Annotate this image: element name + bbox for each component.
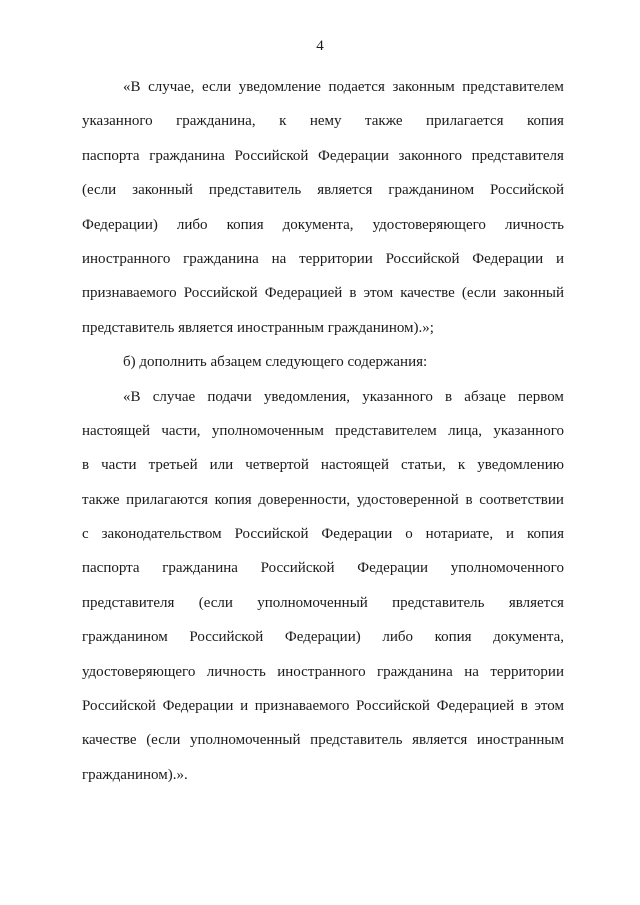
word: иностранного — [82, 250, 171, 267]
word: личность — [206, 663, 266, 680]
word: уполномоченного — [450, 560, 564, 577]
text-line — [82, 689, 564, 723]
word: качестве — [400, 285, 455, 302]
text-line — [82, 173, 564, 207]
word: Российской — [234, 147, 309, 164]
word: Федерации — [472, 250, 544, 267]
word: законного — [398, 147, 462, 164]
word: о — [405, 526, 413, 543]
text-line — [82, 551, 564, 585]
word: признаваемого — [254, 698, 350, 715]
word: Федерацией — [436, 698, 515, 715]
text-line — [82, 517, 564, 551]
document-body — [82, 70, 564, 792]
word: и — [506, 526, 515, 543]
word: с — [82, 526, 89, 543]
word: является — [412, 732, 468, 749]
word: либо — [382, 629, 413, 646]
word: представителем — [462, 79, 564, 95]
word: части, — [161, 422, 201, 439]
word: удостоверяющего — [372, 216, 486, 233]
word: настоящей — [320, 457, 389, 474]
word: третьей — [148, 457, 198, 474]
word: случае — [152, 388, 196, 405]
paragraph — [82, 380, 564, 793]
word: паспорта — [82, 560, 140, 577]
text-line — [82, 276, 564, 310]
text-line — [82, 380, 564, 414]
paragraph — [82, 345, 564, 379]
page-number: 4 — [316, 38, 324, 54]
text-line — [82, 70, 564, 104]
word: гражданина — [149, 147, 225, 164]
word: также — [82, 491, 120, 508]
word: копия — [214, 491, 252, 508]
word: подачи — [207, 388, 252, 405]
word: документа, — [282, 216, 354, 233]
word: Федерацией — [264, 285, 343, 302]
word: документа, — [493, 629, 564, 646]
word: уполномоченным — [211, 422, 324, 439]
word: Федерации — [318, 147, 389, 164]
word: к — [279, 113, 287, 130]
word: первом — [518, 388, 564, 405]
word: копия — [526, 113, 564, 130]
word: удостоверяющего — [82, 663, 196, 680]
word: также — [365, 113, 403, 130]
word: представитель — [208, 182, 302, 199]
word: удостоверенной — [356, 491, 459, 508]
word: нему — [309, 113, 342, 130]
word: Российской — [260, 560, 335, 577]
word: личность — [504, 216, 564, 233]
word: (если — [82, 182, 117, 199]
word: иностранным — [476, 732, 564, 749]
word: если — [201, 79, 232, 95]
text-line — [82, 655, 564, 689]
word: (если — [198, 594, 233, 611]
word: на — [464, 663, 479, 680]
word: указанного — [82, 113, 153, 130]
word: настоящей — [82, 422, 151, 439]
word: соответствии — [479, 491, 564, 508]
word: этом — [534, 698, 564, 715]
word: Федерации — [321, 526, 393, 543]
word: (если — [461, 285, 497, 302]
text-line — [82, 448, 564, 482]
word: представителя — [82, 594, 175, 611]
word: доверенности, — [258, 491, 351, 508]
word: указанного — [493, 422, 564, 439]
word: лица, — [448, 422, 483, 439]
word: является — [317, 182, 373, 199]
word: случае, — [148, 79, 195, 95]
text-line: гражданином).». — [82, 766, 188, 783]
word: или — [209, 457, 234, 474]
text-line: представитель является иностранным гражданином).»; — [82, 319, 434, 336]
text-line — [82, 139, 564, 173]
word: подается — [328, 79, 385, 95]
word: (если — [146, 732, 181, 749]
word: этом — [363, 285, 394, 302]
text-line — [82, 483, 564, 517]
word: Российской — [82, 698, 156, 715]
word: Российской — [183, 285, 258, 302]
word: уполномоченный — [190, 732, 301, 749]
word: территории — [490, 663, 564, 680]
paragraph — [82, 70, 564, 345]
word: в — [349, 285, 357, 302]
word: либо — [176, 216, 208, 233]
word: Федерации — [162, 698, 234, 715]
word: гражданина — [183, 250, 259, 267]
word: территории — [299, 250, 373, 267]
word: нотариате, — [425, 526, 494, 543]
word: паспорта — [82, 147, 140, 164]
word: и — [555, 250, 564, 267]
word: гражданина — [377, 663, 453, 680]
word: «В — [123, 79, 141, 95]
word: гражданином — [82, 629, 168, 646]
word: абзаце — [464, 388, 506, 405]
word: в — [520, 698, 528, 715]
word: Федерации) — [284, 629, 361, 646]
word: четвертой — [245, 457, 309, 474]
word: прилагается — [426, 113, 504, 130]
word: является — [508, 594, 564, 611]
word: законодательством — [101, 526, 222, 543]
word: прилагаются — [126, 491, 208, 508]
word: Федерации) — [82, 216, 158, 233]
text-line — [82, 723, 564, 757]
word: признаваемого — [82, 285, 177, 302]
word: представителя — [471, 147, 564, 164]
word: Российской — [490, 182, 564, 199]
word: и — [240, 698, 249, 715]
word: Федерации — [357, 560, 429, 577]
text-line — [82, 208, 564, 242]
word: законный — [503, 285, 564, 302]
word: к — [457, 457, 466, 474]
text-line — [82, 620, 564, 654]
word: гражданином — [388, 182, 475, 199]
word: Российской — [234, 526, 309, 543]
word: на — [271, 250, 287, 267]
word: представителем — [335, 422, 437, 439]
word: представитель — [310, 732, 403, 749]
word: копия — [226, 216, 264, 233]
word: в — [82, 457, 90, 474]
word: в — [465, 491, 473, 508]
word: уведомления, — [263, 388, 351, 405]
word: части — [101, 457, 137, 474]
word: копия — [434, 629, 472, 646]
word: иностранного — [277, 663, 366, 680]
word: законным — [392, 79, 455, 95]
word: указанного — [362, 388, 433, 405]
word: копия — [526, 526, 564, 543]
text-line — [82, 414, 564, 448]
word: Российской — [356, 698, 430, 715]
text-line — [82, 242, 564, 276]
word: качестве — [82, 732, 137, 749]
word: гражданина — [162, 560, 238, 577]
word: Российской — [189, 629, 264, 646]
word: в — [445, 388, 453, 405]
word: представитель — [392, 594, 485, 611]
word: «В — [123, 388, 141, 405]
word: гражданина, — [176, 113, 256, 130]
word: законный — [132, 182, 193, 199]
word: уведомление — [238, 79, 321, 95]
text-line — [82, 586, 564, 620]
word: Российской — [385, 250, 460, 267]
word: уполномоченный — [257, 594, 368, 611]
text-line — [82, 104, 564, 138]
text-line: б) дополнить абзацем следующего содержания: — [123, 354, 428, 371]
word: уведомлению — [477, 457, 564, 474]
word: статьи, — [401, 457, 446, 474]
